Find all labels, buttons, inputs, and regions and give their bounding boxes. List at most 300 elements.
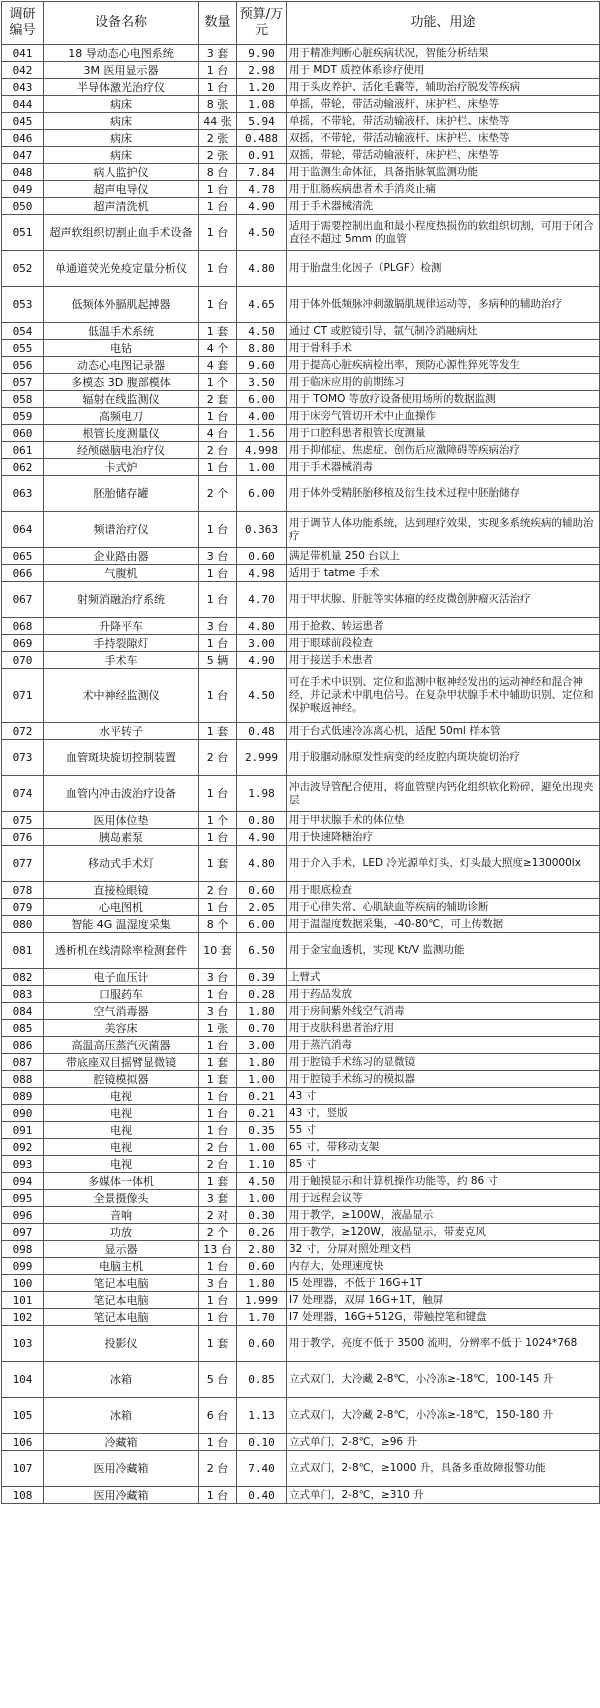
- row-budget: 4.80: [237, 846, 287, 882]
- row-code: 059: [2, 408, 44, 425]
- row-qty: 4 台: [199, 425, 237, 442]
- row-code: 044: [2, 96, 44, 113]
- row-name: 电视: [44, 1156, 199, 1173]
- row-name: 气腹机: [44, 565, 199, 582]
- row-code: 064: [2, 512, 44, 548]
- row-qty: 1 台: [199, 1309, 237, 1326]
- row-code: 090: [2, 1105, 44, 1122]
- row-code: 075: [2, 812, 44, 829]
- row-budget: 4.80: [237, 251, 287, 287]
- row-code: 096: [2, 1207, 44, 1224]
- row-function: 立式双门，2-8℃，≥1000 升，具备多重故障报警功能: [287, 1451, 600, 1487]
- row-code: 067: [2, 582, 44, 618]
- row-qty: 2 台: [199, 442, 237, 459]
- row-qty: 2 台: [199, 1156, 237, 1173]
- table-row: [2, 582, 600, 618]
- row-function: 用于抢救、转运患者: [287, 618, 600, 635]
- row-function: 可在手术中识别、定位和监测中枢神经发出的运动神经和混合神经，并记录术中肌电信号。在复杂甲状腺手术中辅助识别、定位和保护喉返神经。: [287, 669, 600, 723]
- row-budget: 1.08: [237, 96, 287, 113]
- row-code: 066: [2, 565, 44, 582]
- row-code: 063: [2, 476, 44, 512]
- row-name: 病床: [44, 130, 199, 147]
- row-code: 094: [2, 1173, 44, 1190]
- row-function: 用于股腘动脉原发性病变的经皮腔内斑块旋切治疗: [287, 740, 600, 776]
- row-name: 医用冷藏箱: [44, 1451, 199, 1487]
- row-function: 用于快速降糖治疗: [287, 829, 600, 846]
- row-code: 103: [2, 1326, 44, 1362]
- table-body: [2, 45, 600, 1504]
- table-row: [2, 164, 600, 181]
- row-code: 047: [2, 147, 44, 164]
- table-row: [2, 635, 600, 652]
- row-name: 高温高压蒸汽灭菌器: [44, 1037, 199, 1054]
- row-budget: 6.00: [237, 391, 287, 408]
- row-qty: 1 个: [199, 812, 237, 829]
- row-budget: 4.65: [237, 287, 287, 323]
- row-function: 单摇，不带轮，带活动输液杆、床护栏、床垫等: [287, 113, 600, 130]
- table-row: [2, 1071, 600, 1088]
- row-name: 电视: [44, 1122, 199, 1139]
- row-function: I5 处理器，不低于 16G+1T: [287, 1275, 600, 1292]
- table-row: [2, 899, 600, 916]
- row-name: 超声清洗机: [44, 198, 199, 215]
- row-code: 101: [2, 1292, 44, 1309]
- table-row: [2, 357, 600, 374]
- row-qty: 1 台: [199, 512, 237, 548]
- table-row: [2, 1105, 600, 1122]
- row-qty: 10 套: [199, 933, 237, 969]
- row-qty: 1 台: [199, 287, 237, 323]
- row-budget: 1.80: [237, 1275, 287, 1292]
- row-qty: 1 套: [199, 723, 237, 740]
- row-code: 081: [2, 933, 44, 969]
- row-code: 068: [2, 618, 44, 635]
- row-qty: 1 台: [199, 776, 237, 812]
- row-code: 051: [2, 215, 44, 251]
- row-code: 074: [2, 776, 44, 812]
- row-code: 055: [2, 340, 44, 357]
- row-budget: 0.10: [237, 1434, 287, 1451]
- row-budget: 4.90: [237, 198, 287, 215]
- table-row: [2, 618, 600, 635]
- row-budget: 1.98: [237, 776, 287, 812]
- row-name: 手持裂隙灯: [44, 635, 199, 652]
- row-name: 医用体位垫: [44, 812, 199, 829]
- row-budget: 0.70: [237, 1020, 287, 1037]
- table-row: [2, 459, 600, 476]
- table-row: [2, 1451, 600, 1487]
- row-qty: 1 台: [199, 408, 237, 425]
- row-budget: 9.60: [237, 357, 287, 374]
- row-qty: 1 台: [199, 669, 237, 723]
- table-row: [2, 1292, 600, 1309]
- row-code: 052: [2, 251, 44, 287]
- row-function: 用于临床应用的前期练习: [287, 374, 600, 391]
- row-code: 080: [2, 916, 44, 933]
- row-qty: 1 张: [199, 1020, 237, 1037]
- row-qty: 1 台: [199, 1292, 237, 1309]
- row-name: 多模态 3D 腹部模体: [44, 374, 199, 391]
- header-row: [2, 2, 600, 45]
- equipment-table: [1, 1, 600, 1504]
- row-qty: 1 台: [199, 1105, 237, 1122]
- table-row: [2, 1309, 600, 1326]
- row-code: 061: [2, 442, 44, 459]
- row-name: 美容床: [44, 1020, 199, 1037]
- row-budget: 4.98: [237, 565, 287, 582]
- row-name: 半导体激光治疗仪: [44, 79, 199, 96]
- row-qty: 1 套: [199, 846, 237, 882]
- row-qty: 1 台: [199, 459, 237, 476]
- row-code: 089: [2, 1088, 44, 1105]
- table-row: [2, 323, 600, 340]
- row-function: 85 寸: [287, 1156, 600, 1173]
- row-qty: 1 台: [199, 1122, 237, 1139]
- row-code: 085: [2, 1020, 44, 1037]
- row-qty: 4 套: [199, 357, 237, 374]
- row-name: 单通道荧光免疫定量分析仪: [44, 251, 199, 287]
- row-function: 立式双门，大冷藏 2-8℃，小冷冻≥-18℃，150-180 升: [287, 1398, 600, 1434]
- row-budget: 6.00: [237, 916, 287, 933]
- row-function: 用于房间紫外线空气消毒: [287, 1003, 600, 1020]
- table-row: [2, 391, 600, 408]
- row-qty: 2 张: [199, 147, 237, 164]
- row-code: 077: [2, 846, 44, 882]
- row-function: 用于甲状腺手术的体位垫: [287, 812, 600, 829]
- row-qty: 3 台: [199, 1275, 237, 1292]
- row-qty: 8 个: [199, 916, 237, 933]
- row-function: 用于床旁气管切开术中止血操作: [287, 408, 600, 425]
- row-budget: 1.00: [237, 1139, 287, 1156]
- row-qty: 2 个: [199, 476, 237, 512]
- row-budget: 6.00: [237, 476, 287, 512]
- row-qty: 1 台: [199, 181, 237, 198]
- row-budget: 3.50: [237, 374, 287, 391]
- row-name: 低频体外膈肌起搏器: [44, 287, 199, 323]
- row-code: 070: [2, 652, 44, 669]
- row-qty: 1 台: [199, 899, 237, 916]
- row-budget: 2.98: [237, 62, 287, 79]
- row-name: 高频电刀: [44, 408, 199, 425]
- row-budget: 1.80: [237, 1003, 287, 1020]
- row-function: 用于头皮养护、活化毛囊等，辅助治疗脱发等疾病: [287, 79, 600, 96]
- row-name: 带底座双目摇臂显微镜: [44, 1054, 199, 1071]
- row-name: 口服药车: [44, 986, 199, 1003]
- row-qty: 2 对: [199, 1207, 237, 1224]
- row-budget: 1.80: [237, 1054, 287, 1071]
- table-row: [2, 1139, 600, 1156]
- row-code: 065: [2, 548, 44, 565]
- row-function: 用于调节人体功能系统，达到理疗效果，实现多系统疾病的辅助治疗: [287, 512, 600, 548]
- row-name: 升降平车: [44, 618, 199, 635]
- row-qty: 1 台: [199, 215, 237, 251]
- table-row: [2, 652, 600, 669]
- row-function: 用于腔镜手术练习的模拟器: [287, 1071, 600, 1088]
- row-qty: 2 套: [199, 391, 237, 408]
- row-name: 3M 医用显示器: [44, 62, 199, 79]
- row-function: 用于触摸显示和计算机操作功能等，约 86 寸: [287, 1173, 600, 1190]
- row-qty: 2 台: [199, 1139, 237, 1156]
- row-name: 冷藏箱: [44, 1434, 199, 1451]
- row-qty: 1 台: [199, 62, 237, 79]
- row-name: 频谱治疗仪: [44, 512, 199, 548]
- row-budget: 1.70: [237, 1309, 287, 1326]
- table-row: [2, 1258, 600, 1275]
- table-row: [2, 1037, 600, 1054]
- row-qty: 4 个: [199, 340, 237, 357]
- row-name: 智能 4G 温湿度采集: [44, 916, 199, 933]
- row-budget: 0.26: [237, 1224, 287, 1241]
- row-budget: 0.30: [237, 1207, 287, 1224]
- row-qty: 1 套: [199, 1173, 237, 1190]
- row-name: 病床: [44, 147, 199, 164]
- row-function: 用于肛肠疾病患者术手消炎止痛: [287, 181, 600, 198]
- row-function: 用于提高心脏疾病检出率，预防心源性猝死等发生: [287, 357, 600, 374]
- row-function: 立式单门，2-8℃，≥96 升: [287, 1434, 600, 1451]
- row-function: 用于眼球前段检查: [287, 635, 600, 652]
- row-name: 显示器: [44, 1241, 199, 1258]
- row-function: 用于教学，≥100W，液晶显示: [287, 1207, 600, 1224]
- row-budget: 4.50: [237, 323, 287, 340]
- row-name: 腔镜模拟器: [44, 1071, 199, 1088]
- row-budget: 4.998: [237, 442, 287, 459]
- row-function: 单摇，带轮，带活动输液杆、床护栏、床垫等: [287, 96, 600, 113]
- table-row: [2, 1241, 600, 1258]
- row-qty: 1 台: [199, 79, 237, 96]
- row-qty: 3 台: [199, 969, 237, 986]
- table-row: [2, 113, 600, 130]
- row-name: 音响: [44, 1207, 199, 1224]
- table-row: [2, 147, 600, 164]
- row-name: 手术车: [44, 652, 199, 669]
- row-name: 投影仪: [44, 1326, 199, 1362]
- table-row: [2, 1156, 600, 1173]
- row-name: 胚胎储存罐: [44, 476, 199, 512]
- row-qty: 5 台: [199, 1362, 237, 1398]
- row-code: 095: [2, 1190, 44, 1207]
- row-qty: 2 张: [199, 130, 237, 147]
- row-budget: 1.999: [237, 1292, 287, 1309]
- table-row: [2, 96, 600, 113]
- row-function: 用于抑郁症、焦虑症、创伤后应激障碍等疾病治疗: [287, 442, 600, 459]
- row-code: 072: [2, 723, 44, 740]
- row-function: 用于骨科手术: [287, 340, 600, 357]
- row-name: 超声电导仪: [44, 181, 199, 198]
- col-header-qty: 数量: [199, 2, 237, 45]
- row-code: 058: [2, 391, 44, 408]
- row-name: 全景摄像头: [44, 1190, 199, 1207]
- row-function: 用于台式低速冷冻离心机，适配 50ml 样本管: [287, 723, 600, 740]
- row-code: 043: [2, 79, 44, 96]
- row-function: 用于蒸汽消毒: [287, 1037, 600, 1054]
- row-code: 105: [2, 1398, 44, 1434]
- row-code: 060: [2, 425, 44, 442]
- row-qty: 1 台: [199, 565, 237, 582]
- row-budget: 7.84: [237, 164, 287, 181]
- table-row: [2, 287, 600, 323]
- row-budget: 0.28: [237, 986, 287, 1003]
- row-budget: 3.00: [237, 635, 287, 652]
- row-function: 用于教学，≥120W，液晶显示，带麦克风: [287, 1224, 600, 1241]
- row-budget: 9.90: [237, 45, 287, 62]
- row-code: 091: [2, 1122, 44, 1139]
- row-budget: 1.00: [237, 1071, 287, 1088]
- row-name: 胰岛素泵: [44, 829, 199, 846]
- row-name: 医用冷藏箱: [44, 1487, 199, 1504]
- table-row: [2, 776, 600, 812]
- table-row: [2, 1088, 600, 1105]
- row-name: 低温手术系统: [44, 323, 199, 340]
- row-budget: 7.40: [237, 1451, 287, 1487]
- table-row: [2, 1224, 600, 1241]
- table-row: [2, 62, 600, 79]
- row-budget: 4.50: [237, 669, 287, 723]
- row-budget: 4.90: [237, 829, 287, 846]
- row-budget: 4.78: [237, 181, 287, 198]
- table-row: [2, 723, 600, 740]
- row-qty: 2 个: [199, 1224, 237, 1241]
- row-budget: 4.50: [237, 1173, 287, 1190]
- row-budget: 3.00: [237, 1037, 287, 1054]
- row-qty: 2 台: [199, 740, 237, 776]
- row-budget: 0.40: [237, 1487, 287, 1504]
- row-qty: 44 张: [199, 113, 237, 130]
- row-function: 用于皮肤科患者治疗用: [287, 1020, 600, 1037]
- table-row: [2, 340, 600, 357]
- row-code: 048: [2, 164, 44, 181]
- row-budget: 0.488: [237, 130, 287, 147]
- row-code: 056: [2, 357, 44, 374]
- row-code: 099: [2, 1258, 44, 1275]
- row-code: 073: [2, 740, 44, 776]
- table-row: [2, 1326, 600, 1362]
- row-qty: 1 台: [199, 635, 237, 652]
- row-name: 功放: [44, 1224, 199, 1241]
- row-function: 用于教学，亮度不低于 3500 流明，分辨率不低于 1024*768: [287, 1326, 600, 1362]
- row-code: 041: [2, 45, 44, 62]
- row-qty: 1 台: [199, 1037, 237, 1054]
- row-qty: 3 套: [199, 1190, 237, 1207]
- table-row: [2, 882, 600, 899]
- row-function: 上臂式: [287, 969, 600, 986]
- row-code: 087: [2, 1054, 44, 1071]
- row-budget: 2.80: [237, 1241, 287, 1258]
- table-row: [2, 1173, 600, 1190]
- row-code: 078: [2, 882, 44, 899]
- row-function: 用于胎盘生化因子（PLGF）检测: [287, 251, 600, 287]
- row-code: 088: [2, 1071, 44, 1088]
- row-name: 病人监护仪: [44, 164, 199, 181]
- row-function: 内存大，处理速度快: [287, 1258, 600, 1275]
- row-budget: 0.80: [237, 812, 287, 829]
- row-qty: 1 台: [199, 829, 237, 846]
- row-function: 用于温湿度数据采集，-40-80℃，可上传数据: [287, 916, 600, 933]
- row-budget: 1.13: [237, 1398, 287, 1434]
- row-function: 适用于需要控制出血和最小程度热损伤的软组织切割，可用于闭合直径不超过 5mm 的血管: [287, 215, 600, 251]
- table-row: [2, 986, 600, 1003]
- col-header-name: 设备名称: [44, 2, 199, 45]
- row-qty: 2 台: [199, 882, 237, 899]
- row-function: 满足带机量 250 台以上: [287, 548, 600, 565]
- row-function: 用于药品发放: [287, 986, 600, 1003]
- row-function: 用于监测生命体征，具备指脉氧监测功能: [287, 164, 600, 181]
- row-budget: 0.21: [237, 1088, 287, 1105]
- table-row: [2, 1122, 600, 1139]
- row-budget: 0.60: [237, 1258, 287, 1275]
- table-row: [2, 1020, 600, 1037]
- row-name: 心电图机: [44, 899, 199, 916]
- row-budget: 1.00: [237, 459, 287, 476]
- row-code: 053: [2, 287, 44, 323]
- row-budget: 8.80: [237, 340, 287, 357]
- row-name: 电脑主机: [44, 1258, 199, 1275]
- row-function: 43 寸: [287, 1088, 600, 1105]
- row-qty: 2 台: [199, 1451, 237, 1487]
- row-budget: 4.80: [237, 618, 287, 635]
- table-row: [2, 251, 600, 287]
- row-qty: 1 台: [199, 582, 237, 618]
- row-function: 立式双门，大冷藏 2-8℃，小冷冻≥-18℃，100-145 升: [287, 1362, 600, 1398]
- table-row: [2, 565, 600, 582]
- row-qty: 3 台: [199, 548, 237, 565]
- table-row: [2, 829, 600, 846]
- row-code: 062: [2, 459, 44, 476]
- row-name: 直接检眼镜: [44, 882, 199, 899]
- table-row: [2, 1434, 600, 1451]
- row-budget: 0.363: [237, 512, 287, 548]
- row-code: 106: [2, 1434, 44, 1451]
- row-code: 082: [2, 969, 44, 986]
- row-function: I7 处理器，16G+512G，带触控笔和键盘: [287, 1309, 600, 1326]
- table-row: [2, 476, 600, 512]
- row-function: 用于腔镜手术练习的显微镜: [287, 1054, 600, 1071]
- row-code: 071: [2, 669, 44, 723]
- table-row: [2, 425, 600, 442]
- row-budget: 0.85: [237, 1362, 287, 1398]
- row-code: 102: [2, 1309, 44, 1326]
- row-code: 042: [2, 62, 44, 79]
- row-name: 冰箱: [44, 1362, 199, 1398]
- row-name: 电视: [44, 1139, 199, 1156]
- row-function: 用于介入手术，LED 冷光源单灯头，灯头最大照度≥130000lx: [287, 846, 600, 882]
- row-function: 用于体外受精胚胎移植及衍生技术过程中胚胎储存: [287, 476, 600, 512]
- table-row: [2, 1362, 600, 1398]
- table-row: [2, 812, 600, 829]
- table-row: [2, 512, 600, 548]
- table-row: [2, 1054, 600, 1071]
- row-function: 用于接送手术患者: [287, 652, 600, 669]
- table-row: [2, 181, 600, 198]
- row-budget: 4.50: [237, 215, 287, 251]
- row-code: 049: [2, 181, 44, 198]
- row-name: 射频消融治疗系统: [44, 582, 199, 618]
- row-budget: 0.60: [237, 882, 287, 899]
- table-row: [2, 669, 600, 723]
- row-code: 084: [2, 1003, 44, 1020]
- row-budget: 0.48: [237, 723, 287, 740]
- table-row: [2, 1487, 600, 1504]
- row-function: 用于眼底检查: [287, 882, 600, 899]
- row-code: 045: [2, 113, 44, 130]
- row-name: 企业路由器: [44, 548, 199, 565]
- row-qty: 1 台: [199, 986, 237, 1003]
- row-function: 用于 MDT 质控体系诊疗使用: [287, 62, 600, 79]
- table-row: [2, 198, 600, 215]
- table-row: [2, 969, 600, 986]
- row-code: 079: [2, 899, 44, 916]
- row-function: 用于手术器械清洗: [287, 198, 600, 215]
- row-budget: 6.50: [237, 933, 287, 969]
